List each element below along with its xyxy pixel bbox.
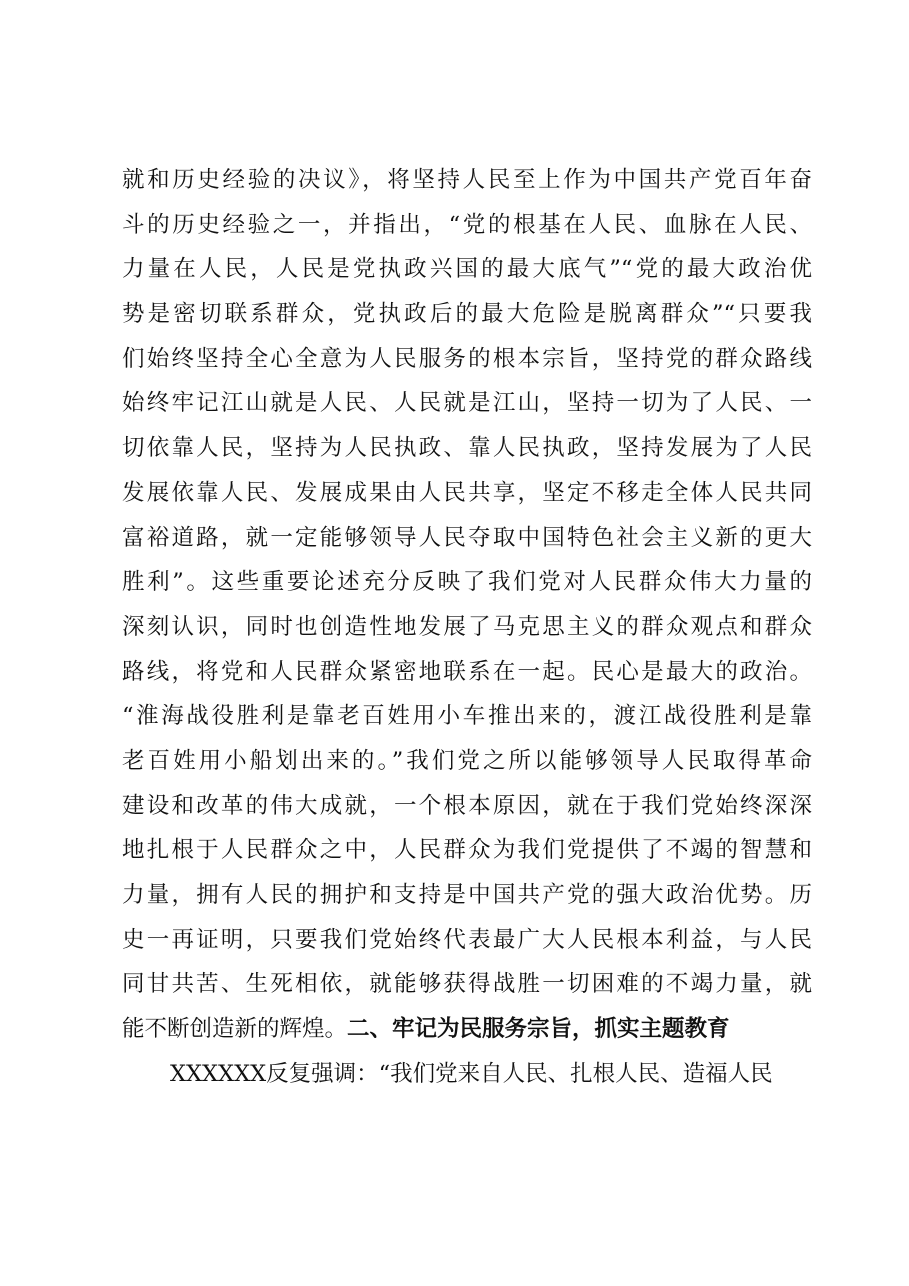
text-line: 建设和改革的伟大成就，一个根本原因，就在于我们党始终深深 (122, 792, 812, 819)
text-line: 富裕道路，就一定能够领导人民夺取中国特色社会主义新的更大 (122, 524, 812, 551)
text-line: 老百姓用小船划出来的。”我们党之所以能够领导人民取得革命 (122, 747, 812, 774)
text-line: 势是密切联系群众，党执政后的最大危险是脱离群众”“只要我 (122, 301, 812, 328)
text-line: 地扎根于人民群众之中，人民群众为我们党提供了不竭的智慧和 (122, 837, 812, 864)
text-line: 同甘共苦、生死相依，就能够获得战胜一切困难的不竭力量，就 (122, 971, 812, 998)
text-line: 胜利”。这些重要论述充分反映了我们党对人民群众伟大力量的 (122, 569, 812, 596)
text-line: “淮海战役胜利是靠老百姓用小车推出来的，渡江战役胜利是靠 (122, 703, 812, 730)
text-line: 切依靠人民，坚持为人民执政、靠人民执政，坚持发展为了人民 (122, 435, 812, 462)
body-text (122, 158, 812, 1096)
text-fragment: 能不断创造新的辉煌。 (122, 1016, 348, 1043)
text-line: 发展依靠人民、发展成果由人民共享，坚定不移走全体人民共同 (122, 479, 812, 506)
text-line: 斗的历史经验之一，并指出，“党的根基在人民、血脉在人民、 (122, 211, 812, 238)
text-line: 力量在人民，人民是党执政兴国的最大底气”“党的最大政治优 (122, 256, 812, 283)
text-line: 就和历史经验的决议》，将坚持人民至上作为中国共产党百年奋 (122, 167, 812, 193)
text-line: 史一再证明，只要我们党始终代表最广大人民根本利益，与人民 (122, 926, 812, 953)
text-line: 路线，将党和人民群众紧密地联系在一起。民心是最大的政治。 (122, 658, 812, 685)
section-heading: 二、牢记为民服务宗旨，抓实主题教育 (347, 1016, 730, 1043)
text-line: XXXXXX反复强调：“我们党来自人民、扎根人民、造福人民 (170, 1060, 773, 1087)
text-line: 始终牢记江山就是人民、人民就是江山，坚持一切为了人民、一 (122, 390, 812, 417)
text-line-with-heading (122, 1007, 812, 1052)
text-line: 们始终坚持全心全意为人民服务的根本宗旨，坚持党的群众路线 (122, 345, 812, 372)
text-line: 深刻认识，同时也创造性地发展了马克思主义的群众观点和群众 (122, 613, 812, 640)
text-line: 力量，拥有人民的拥护和支持是中国共产党的强大政治优势。历 (122, 882, 812, 908)
